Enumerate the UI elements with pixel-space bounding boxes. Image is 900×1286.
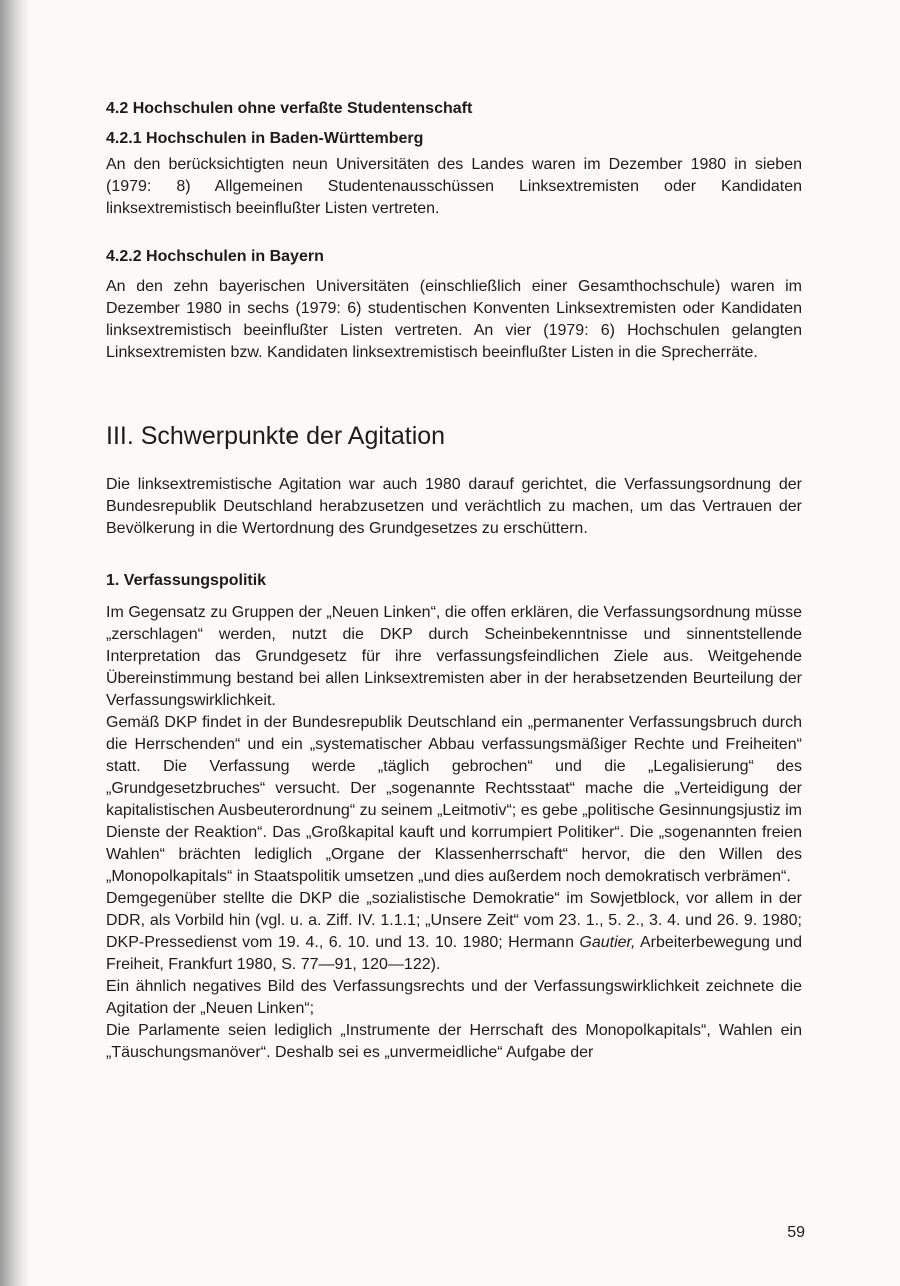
para-3-text-after: Arbeiterbewegung und Freiheit, Frankfurt 1980, S. 77—91, 120—122).	[106, 934, 802, 973]
paragraph-verfassungspolitik-5: Die Parlamente seien lediglich „Instrumente der Herrschaft des Monopolkapitals“, Wahlen ein „Täuschungsmanöver“. Deshalb sei es „unvermeidliche“ Aufgabe der	[106, 1022, 802, 1061]
scan-edge-shadow	[0, 0, 30, 1286]
section-heading-4-2: 4.2 Hochschulen ohne verfaßte Studentenschaft	[106, 100, 473, 117]
paragraph-verfassungspolitik-3	[106, 888, 802, 976]
paragraph-verfassungspolitik-1: Im Gegensatz zu Gruppen der „Neuen Linken“, die offen erklären, die Verfassungsordnung müsse „zerschlagen“ werden, nutzt die DKP durch Scheinbekenntnisse und sinnentstellende Interpretation das Grundgesetz für ihre verfassungsfeindlichen Ziele aus. Weitgehende Übereinstimmung bestand bei allen Linksextremisten aber in der herabsetzenden Beurteilung der Verfassungswirklichkeit.	[106, 604, 802, 709]
paragraph-bayern: An den zehn bayerischen Universitäten (einschließlich einer Gesamthochschule) waren im Dezember 1980 in sechs (1979: 6) studentischen Konventen Linksextremisten oder Kandidaten linksextremistisch beeinflußter Listen vertreten. An vier (1979: 6) Hochschulen gelangten Linksextremisten bzw. Kandidaten linksextremistisch beeinflußter Listen in die Sprecherräte.	[106, 278, 802, 361]
author-name: Gautier,	[579, 934, 636, 951]
document-page	[106, 98, 802, 1064]
section-heading-verfassungspolitik: 1. Verfassungspolitik	[106, 572, 267, 589]
paragraph-chapter-intro: Die linksextremistische Agitation war auch 1980 darauf gerichtet, die Verfassungsordnung der Bundesrepublik Deutschland herabzusetzen und verächtlich zu machen, um das Vertrauen der Bevölkerung in die Wertordnung des Grundgesetzes zu erschüttern.	[106, 476, 802, 537]
paragraph-verfassungspolitik-4: Ein ähnlich negatives Bild des Verfassungsrechts und der Verfassungswirklichkeit zeichnete die Agitation der „Neuen Linken“;	[106, 978, 802, 1017]
chapter-heading: III. Schwerpunkte der Agitation	[106, 422, 446, 450]
para-3-text-before: Demgegenüber stellte die DKP die „sozialistische Demokratie“ im Sowjetblock, vor allem in der DDR, als Vorbild hin (vgl. u. a. Ziff. IV. 1.1.1; „Unsere Zeit“ vom 23. 1., 5. 2., 3. 4. und 26. 9. 1980; DKP-Pressedienst vom 19. 4., 6. 10. und 13. 10. 1980; Hermann	[106, 890, 802, 951]
page-number: 59	[787, 1224, 805, 1241]
subsection-heading-4-2-2: 4.2.2 Hochschulen in Bayern	[106, 248, 324, 265]
subsection-heading-4-2-1: 4.2.1 Hochschulen in Baden-Württemberg	[106, 130, 424, 147]
paragraph-baden-wuerttemberg: An den berücksichtigten neun Universitäten des Landes waren im Dezember 1980 in sieben (1979: 8) Allgemeinen Studentenausschüssen Linksextremisten oder Kandidaten linksextremistisch beeinflußter Listen vertreten.	[106, 156, 802, 217]
paragraph-verfassungspolitik-2: Gemäß DKP findet in der Bundesrepublik Deutschland ein „permanenter Verfassungsbruch durch die Herrschenden“ und ein „systematischer Abbau verfassungsmäßiger Rechte und Freiheiten“ statt. Die Verfassung werde „täglich gebrochen“ und die „Legalisierung“ des „Grundgesetzbruches“ versucht. Der „sogenannte Rechtsstaat“ mache die „Verteidigung der kapitalistischen Ausbeuterordnung“ zu seinem „Leitmotiv“; es gebe „politische Gesinnungsjustiz im Dienste der Reaktion“. Das „Großkapital kauft und korrumpiert Politiker“. Die „sogenannten freien Wahlen“ brächten lediglich „Organe der Klassenherrschaft“ hervor, die den Willen des „Monopolkapitals“ in Staatspolitik umsetzen „und dies außerdem noch demokratisch verbrämen“.	[106, 714, 802, 885]
